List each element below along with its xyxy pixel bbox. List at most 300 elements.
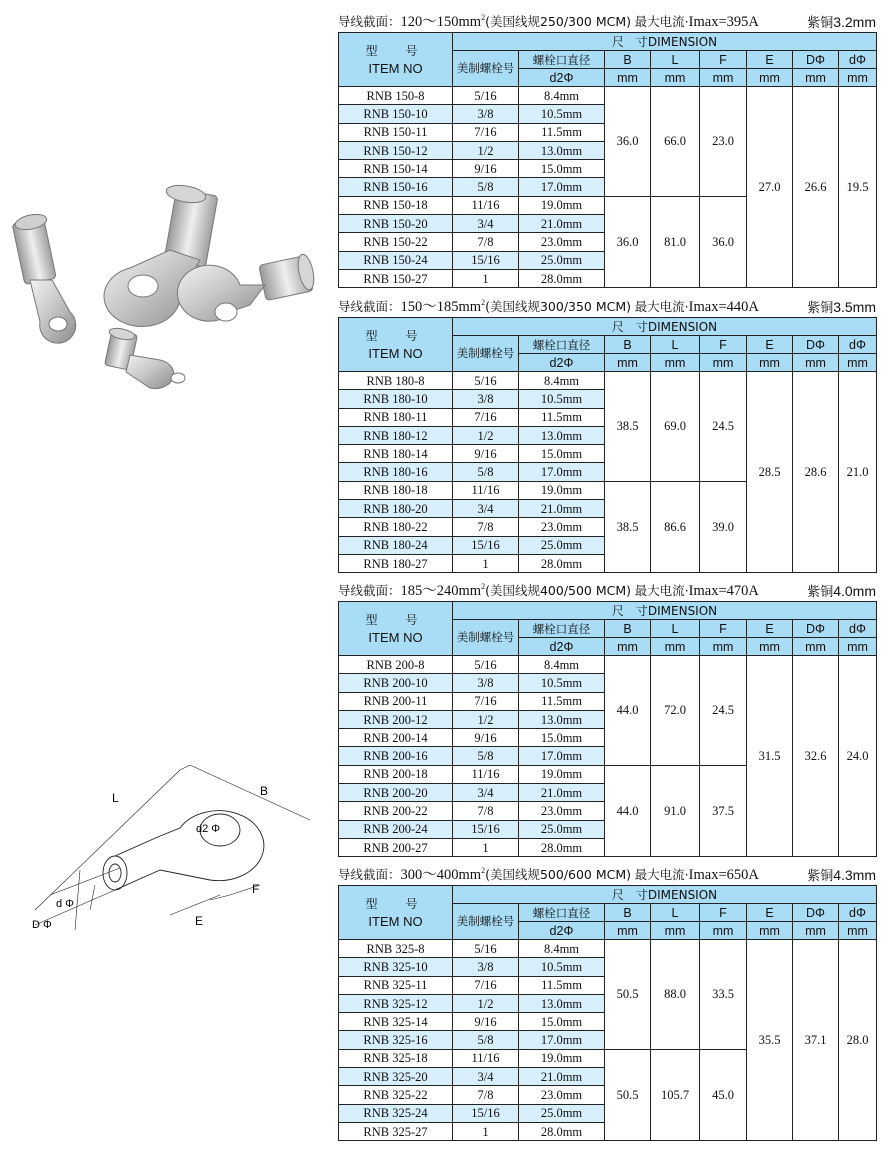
header-unit: mm bbox=[605, 638, 651, 656]
group1-F: 23.0 bbox=[700, 87, 747, 197]
us-bolt: 7/16 bbox=[453, 123, 519, 141]
title-range: 150～185mm bbox=[400, 299, 482, 315]
copper-thickness bbox=[807, 12, 876, 31]
header-unit: mm bbox=[793, 354, 839, 372]
header-bolt-hole: 螺栓口直径 bbox=[519, 336, 605, 354]
value-Dphi: 28.6 bbox=[793, 372, 839, 573]
bolt-hole: 28.0mm bbox=[519, 838, 605, 856]
title-sup: 2 bbox=[481, 298, 486, 308]
terminal-small-bottom bbox=[105, 326, 185, 388]
header-unit: mm bbox=[700, 69, 747, 87]
us-bolt: 1/2 bbox=[453, 710, 519, 728]
copper-value: 3.2mm bbox=[833, 14, 876, 30]
value-Dphi: 32.6 bbox=[793, 656, 839, 857]
us-bolt: 11/16 bbox=[453, 481, 519, 499]
diagram-label-d2: d2 Φ bbox=[196, 823, 221, 835]
title-imax: Imax=470A bbox=[688, 583, 759, 599]
group1-F: 24.5 bbox=[700, 656, 747, 766]
item-no: RNB 150-12 bbox=[339, 141, 453, 159]
header-F: F bbox=[700, 51, 747, 69]
header-row bbox=[339, 602, 877, 620]
item-no: RNB 150-20 bbox=[339, 215, 453, 233]
group2-B: 44.0 bbox=[605, 765, 651, 856]
spec-section bbox=[338, 290, 878, 573]
item-no: RNB 200-11 bbox=[339, 692, 453, 710]
spec-section bbox=[338, 5, 878, 288]
header-row bbox=[339, 886, 877, 904]
header-dphi: dΦ bbox=[839, 336, 877, 354]
group2-B: 38.5 bbox=[605, 481, 651, 572]
us-bolt: 7/16 bbox=[453, 408, 519, 426]
bolt-hole: 28.0mm bbox=[519, 1122, 605, 1140]
copper-label: 紫铜 bbox=[807, 301, 834, 316]
item-no: RNB 325-24 bbox=[339, 1104, 453, 1122]
item-no: RNB 200-16 bbox=[339, 747, 453, 765]
bolt-hole: 10.5mm bbox=[519, 674, 605, 692]
bolt-hole: 15.0mm bbox=[519, 445, 605, 463]
header-item: 型 号 ITEM NO bbox=[339, 318, 453, 372]
group2-L: 86.6 bbox=[651, 481, 700, 572]
bolt-hole: 28.0mm bbox=[519, 554, 605, 572]
group2-L: 105.7 bbox=[651, 1049, 700, 1140]
us-bolt: 11/16 bbox=[453, 765, 519, 783]
header-unit: mm bbox=[605, 69, 651, 87]
item-no: RNB 325-20 bbox=[339, 1068, 453, 1086]
header-bolt-hole: 螺栓口直径 bbox=[519, 904, 605, 922]
us-bolt: 3/4 bbox=[453, 215, 519, 233]
header-E: E bbox=[747, 51, 793, 69]
item-no: RNB 180-11 bbox=[339, 408, 453, 426]
header-L: L bbox=[651, 51, 700, 69]
bolt-hole: 25.0mm bbox=[519, 1104, 605, 1122]
title-range: 120～150mm bbox=[400, 14, 482, 30]
group2-F: 39.0 bbox=[700, 481, 747, 572]
item-no: RNB 325-18 bbox=[339, 1049, 453, 1067]
header-d2: d2Φ bbox=[519, 922, 605, 940]
us-bolt: 3/4 bbox=[453, 784, 519, 802]
spec-section bbox=[338, 858, 878, 1141]
header-us-bolt: 美制螺栓号 bbox=[453, 336, 519, 372]
title-current-label: 最大电流· bbox=[634, 14, 689, 29]
table-row bbox=[339, 372, 877, 390]
group1-F: 24.5 bbox=[700, 372, 747, 482]
us-bolt: 7/8 bbox=[453, 1086, 519, 1104]
group1-B: 36.0 bbox=[605, 87, 651, 197]
spec-section bbox=[338, 574, 878, 857]
diagram-label-E: E bbox=[195, 914, 204, 928]
section-header bbox=[338, 5, 878, 32]
header-us-bolt: 美制螺栓号 bbox=[453, 904, 519, 940]
diagram-label-L: L bbox=[112, 791, 119, 805]
us-bolt: 5/8 bbox=[453, 178, 519, 196]
title-awg: (美国线规300/350 MCM) bbox=[485, 299, 632, 314]
group1-L: 66.0 bbox=[651, 87, 700, 197]
group1-L: 69.0 bbox=[651, 372, 700, 482]
section-header bbox=[338, 858, 878, 885]
bolt-hole: 8.4mm bbox=[519, 656, 605, 674]
item-no: RNB 180-8 bbox=[339, 372, 453, 390]
bolt-hole: 8.4mm bbox=[519, 372, 605, 390]
title-current-label: 最大电流· bbox=[634, 867, 689, 882]
item-no: RNB 325-27 bbox=[339, 1122, 453, 1140]
bolt-hole: 19.0mm bbox=[519, 196, 605, 214]
header-unit: mm bbox=[747, 922, 793, 940]
us-bolt: 5/16 bbox=[453, 656, 519, 674]
bolt-hole: 8.4mm bbox=[519, 940, 605, 958]
bolt-hole: 10.5mm bbox=[519, 390, 605, 408]
copper-label: 紫铜 bbox=[807, 869, 834, 884]
us-bolt: 7/16 bbox=[453, 692, 519, 710]
bolt-hole: 13.0mm bbox=[519, 710, 605, 728]
terminal-small-left bbox=[12, 212, 76, 343]
group1-B: 38.5 bbox=[605, 372, 651, 482]
value-dphi: 21.0 bbox=[839, 372, 877, 573]
header-unit: mm bbox=[700, 354, 747, 372]
title-sup: 2 bbox=[481, 582, 486, 592]
header-item: 型 号 ITEM NO bbox=[339, 602, 453, 656]
bolt-hole: 10.5mm bbox=[519, 105, 605, 123]
header-unit: mm bbox=[651, 69, 700, 87]
us-bolt: 7/16 bbox=[453, 976, 519, 994]
us-bolt: 3/8 bbox=[453, 390, 519, 408]
header-B: B bbox=[605, 51, 651, 69]
header-dimension: 尺 寸DIMENSION bbox=[453, 33, 877, 51]
value-Dphi: 37.1 bbox=[793, 940, 839, 1141]
header-row bbox=[339, 33, 877, 51]
dimension-diagram bbox=[20, 750, 320, 950]
section-header bbox=[338, 290, 878, 317]
us-bolt: 1 bbox=[453, 554, 519, 572]
item-no: RNB 200-18 bbox=[339, 765, 453, 783]
item-no: RNB 325-16 bbox=[339, 1031, 453, 1049]
header-unit: mm bbox=[700, 638, 747, 656]
group2-L: 91.0 bbox=[651, 765, 700, 856]
us-bolt: 9/16 bbox=[453, 1013, 519, 1031]
us-bolt: 1 bbox=[453, 838, 519, 856]
header-Dphi: DΦ bbox=[793, 336, 839, 354]
group2-L: 81.0 bbox=[651, 196, 700, 287]
header-us-bolt: 美制螺栓号 bbox=[453, 51, 519, 87]
us-bolt: 5/16 bbox=[453, 87, 519, 105]
header-B: B bbox=[605, 620, 651, 638]
copper-value: 4.3mm bbox=[833, 867, 876, 883]
header-unit: mm bbox=[793, 922, 839, 940]
spec-table bbox=[338, 32, 877, 288]
title-label: 导线截面： bbox=[338, 867, 401, 882]
header-dimension: 尺 寸DIMENSION bbox=[453, 602, 877, 620]
header-Dphi: DΦ bbox=[793, 51, 839, 69]
header-item: 型 号 ITEM NO bbox=[339, 33, 453, 87]
item-no: RNB 150-22 bbox=[339, 233, 453, 251]
bolt-hole: 25.0mm bbox=[519, 251, 605, 269]
us-bolt: 15/16 bbox=[453, 251, 519, 269]
header-unit: mm bbox=[651, 922, 700, 940]
bolt-hole: 21.0mm bbox=[519, 215, 605, 233]
item-no: RNB 200-20 bbox=[339, 784, 453, 802]
title-range: 185～240mm bbox=[400, 583, 482, 599]
title-imax: Imax=395A bbox=[688, 14, 759, 30]
header-dimension: 尺 寸DIMENSION bbox=[453, 318, 877, 336]
bolt-hole: 21.0mm bbox=[519, 784, 605, 802]
header-L: L bbox=[651, 904, 700, 922]
header-d2: d2Φ bbox=[519, 354, 605, 372]
item-no: RNB 325-10 bbox=[339, 958, 453, 976]
bolt-hole: 19.0mm bbox=[519, 1049, 605, 1067]
value-E: 31.5 bbox=[747, 656, 793, 857]
item-no: RNB 200-24 bbox=[339, 820, 453, 838]
copper-thickness bbox=[807, 581, 876, 600]
title-range: 300～400mm bbox=[400, 867, 482, 883]
copper-value: 3.5mm bbox=[833, 299, 876, 315]
header-unit: mm bbox=[793, 69, 839, 87]
section-header bbox=[338, 574, 878, 601]
item-no: RNB 150-8 bbox=[339, 87, 453, 105]
spec-table bbox=[338, 601, 877, 857]
bolt-hole: 21.0mm bbox=[519, 500, 605, 518]
us-bolt: 3/8 bbox=[453, 674, 519, 692]
bolt-hole: 11.5mm bbox=[519, 123, 605, 141]
header-dphi: dΦ bbox=[839, 904, 877, 922]
group1-F: 33.5 bbox=[700, 940, 747, 1050]
spec-table bbox=[338, 317, 877, 573]
bolt-hole: 13.0mm bbox=[519, 994, 605, 1012]
item-no: RNB 150-18 bbox=[339, 196, 453, 214]
group1-L: 72.0 bbox=[651, 656, 700, 766]
item-no: RNB 200-8 bbox=[339, 656, 453, 674]
bolt-hole: 23.0mm bbox=[519, 802, 605, 820]
title-sup: 2 bbox=[481, 13, 486, 23]
item-no: RNB 325-22 bbox=[339, 1086, 453, 1104]
product-photo bbox=[0, 150, 330, 400]
header-F: F bbox=[700, 620, 747, 638]
bolt-hole: 11.5mm bbox=[519, 408, 605, 426]
header-B: B bbox=[605, 904, 651, 922]
header-Dphi: DΦ bbox=[793, 620, 839, 638]
header-E: E bbox=[747, 336, 793, 354]
table-row bbox=[339, 940, 877, 958]
item-no: RNB 180-24 bbox=[339, 536, 453, 554]
us-bolt: 7/8 bbox=[453, 802, 519, 820]
item-no: RNB 180-16 bbox=[339, 463, 453, 481]
bolt-hole: 23.0mm bbox=[519, 233, 605, 251]
header-item: 型 号 ITEM NO bbox=[339, 886, 453, 940]
section-title bbox=[338, 863, 759, 884]
header-E: E bbox=[747, 904, 793, 922]
us-bolt: 15/16 bbox=[453, 536, 519, 554]
bolt-hole: 21.0mm bbox=[519, 1068, 605, 1086]
title-current-label: 最大电流· bbox=[634, 583, 689, 598]
value-Dphi: 26.6 bbox=[793, 87, 839, 288]
value-E: 35.5 bbox=[747, 940, 793, 1141]
header-unit: mm bbox=[839, 638, 877, 656]
us-bolt: 3/4 bbox=[453, 1068, 519, 1086]
bolt-hole: 10.5mm bbox=[519, 958, 605, 976]
header-F: F bbox=[700, 904, 747, 922]
us-bolt: 9/16 bbox=[453, 160, 519, 178]
us-bolt: 9/16 bbox=[453, 729, 519, 747]
diagram-label-F: F bbox=[252, 882, 260, 896]
us-bolt: 1/2 bbox=[453, 141, 519, 159]
header-unit: mm bbox=[839, 69, 877, 87]
title-awg: (美国线规500/600 MCM) bbox=[485, 867, 632, 882]
bolt-hole: 8.4mm bbox=[519, 87, 605, 105]
bolt-hole: 28.0mm bbox=[519, 269, 605, 287]
item-no: RNB 325-14 bbox=[339, 1013, 453, 1031]
item-no: RNB 200-27 bbox=[339, 838, 453, 856]
us-bolt: 1 bbox=[453, 1122, 519, 1140]
us-bolt: 11/16 bbox=[453, 1049, 519, 1067]
copper-thickness bbox=[807, 865, 876, 884]
item-no: RNB 180-10 bbox=[339, 390, 453, 408]
item-no: RNB 180-27 bbox=[339, 554, 453, 572]
header-unit: mm bbox=[793, 638, 839, 656]
bolt-hole: 23.0mm bbox=[519, 518, 605, 536]
us-bolt: 5/8 bbox=[453, 1031, 519, 1049]
bolt-hole: 13.0mm bbox=[519, 426, 605, 444]
bolt-hole: 25.0mm bbox=[519, 820, 605, 838]
copper-value: 4.0mm bbox=[833, 583, 876, 599]
header-Dphi: DΦ bbox=[793, 904, 839, 922]
title-label: 导线截面： bbox=[338, 299, 401, 314]
copper-label: 紫铜 bbox=[807, 16, 834, 31]
header-L: L bbox=[651, 336, 700, 354]
title-imax: Imax=440A bbox=[688, 299, 759, 315]
item-no: RNB 150-16 bbox=[339, 178, 453, 196]
title-current-label: 最大电流· bbox=[634, 299, 689, 314]
bolt-hole: 15.0mm bbox=[519, 1013, 605, 1031]
group1-B: 50.5 bbox=[605, 940, 651, 1050]
header-unit: mm bbox=[605, 922, 651, 940]
diagram-label-d: d Φ bbox=[56, 898, 74, 910]
header-unit: mm bbox=[839, 922, 877, 940]
us-bolt: 5/16 bbox=[453, 940, 519, 958]
section-title bbox=[338, 10, 759, 31]
title-label: 导线截面： bbox=[338, 583, 401, 598]
header-row bbox=[339, 318, 877, 336]
bolt-hole: 17.0mm bbox=[519, 178, 605, 196]
title-awg: (美国线规400/500 MCM) bbox=[485, 583, 632, 598]
item-no: RNB 150-14 bbox=[339, 160, 453, 178]
bolt-hole: 23.0mm bbox=[519, 1086, 605, 1104]
us-bolt: 15/16 bbox=[453, 820, 519, 838]
diagram-label-D: D Φ bbox=[32, 919, 52, 931]
header-bolt-hole: 螺栓口直径 bbox=[519, 51, 605, 69]
bolt-hole: 17.0mm bbox=[519, 463, 605, 481]
bolt-hole: 25.0mm bbox=[519, 536, 605, 554]
item-no: RNB 180-22 bbox=[339, 518, 453, 536]
us-bolt: 1/2 bbox=[453, 426, 519, 444]
item-no: RNB 180-20 bbox=[339, 500, 453, 518]
bolt-hole: 15.0mm bbox=[519, 160, 605, 178]
header-dphi: dΦ bbox=[839, 620, 877, 638]
header-unit: mm bbox=[651, 638, 700, 656]
header-unit: mm bbox=[605, 354, 651, 372]
us-bolt: 1 bbox=[453, 269, 519, 287]
us-bolt: 1/2 bbox=[453, 994, 519, 1012]
item-no: RNB 150-27 bbox=[339, 269, 453, 287]
title-awg: (美国线规250/300 MCM) bbox=[485, 14, 632, 29]
header-unit: mm bbox=[651, 354, 700, 372]
header-F: F bbox=[700, 336, 747, 354]
item-no: RNB 325-8 bbox=[339, 940, 453, 958]
group2-F: 37.5 bbox=[700, 765, 747, 856]
group1-L: 88.0 bbox=[651, 940, 700, 1050]
copper-thickness bbox=[807, 297, 876, 316]
header-L: L bbox=[651, 620, 700, 638]
bolt-hole: 19.0mm bbox=[519, 481, 605, 499]
us-bolt: 9/16 bbox=[453, 445, 519, 463]
header-E: E bbox=[747, 620, 793, 638]
bolt-hole: 15.0mm bbox=[519, 729, 605, 747]
group1-B: 44.0 bbox=[605, 656, 651, 766]
section-title bbox=[338, 579, 759, 600]
header-unit: mm bbox=[747, 638, 793, 656]
us-bolt: 15/16 bbox=[453, 1104, 519, 1122]
section-title bbox=[338, 295, 759, 316]
us-bolt: 7/8 bbox=[453, 518, 519, 536]
group2-B: 36.0 bbox=[605, 196, 651, 287]
bolt-hole: 17.0mm bbox=[519, 747, 605, 765]
value-E: 28.5 bbox=[747, 372, 793, 573]
table-row bbox=[339, 656, 877, 674]
header-unit: mm bbox=[747, 354, 793, 372]
value-E: 27.0 bbox=[747, 87, 793, 288]
item-no: RNB 150-10 bbox=[339, 105, 453, 123]
bolt-hole: 17.0mm bbox=[519, 1031, 605, 1049]
bolt-hole: 11.5mm bbox=[519, 692, 605, 710]
item-no: RNB 180-12 bbox=[339, 426, 453, 444]
title-label: 导线截面： bbox=[338, 14, 401, 29]
us-bolt: 11/16 bbox=[453, 196, 519, 214]
value-dphi: 24.0 bbox=[839, 656, 877, 857]
bolt-hole: 19.0mm bbox=[519, 765, 605, 783]
header-d2: d2Φ bbox=[519, 638, 605, 656]
item-no: RNB 325-12 bbox=[339, 994, 453, 1012]
header-us-bolt: 美制螺栓号 bbox=[453, 620, 519, 656]
item-no: RNB 200-10 bbox=[339, 674, 453, 692]
header-unit: mm bbox=[747, 69, 793, 87]
group2-F: 45.0 bbox=[700, 1049, 747, 1140]
group2-B: 50.5 bbox=[605, 1049, 651, 1140]
us-bolt: 3/8 bbox=[453, 105, 519, 123]
item-no: RNB 150-24 bbox=[339, 251, 453, 269]
header-bolt-hole: 螺栓口直径 bbox=[519, 620, 605, 638]
table-row bbox=[339, 87, 877, 105]
diagram-label-B: B bbox=[260, 784, 269, 798]
value-dphi: 19.5 bbox=[839, 87, 877, 288]
header-unit: mm bbox=[700, 922, 747, 940]
header-unit: mm bbox=[839, 354, 877, 372]
us-bolt: 3/8 bbox=[453, 958, 519, 976]
value-dphi: 28.0 bbox=[839, 940, 877, 1141]
item-no: RNB 200-22 bbox=[339, 802, 453, 820]
us-bolt: 5/8 bbox=[453, 463, 519, 481]
item-no: RNB 325-11 bbox=[339, 976, 453, 994]
us-bolt: 5/16 bbox=[453, 372, 519, 390]
item-no: RNB 200-12 bbox=[339, 710, 453, 728]
item-no: RNB 200-14 bbox=[339, 729, 453, 747]
title-imax: Imax=650A bbox=[688, 867, 759, 883]
bolt-hole: 13.0mm bbox=[519, 141, 605, 159]
item-no: RNB 150-11 bbox=[339, 123, 453, 141]
header-dphi: dΦ bbox=[839, 51, 877, 69]
title-sup: 2 bbox=[481, 866, 486, 876]
us-bolt: 3/4 bbox=[453, 500, 519, 518]
spec-table bbox=[338, 885, 877, 1141]
copper-label: 紫铜 bbox=[807, 585, 834, 600]
group2-F: 36.0 bbox=[700, 196, 747, 287]
header-B: B bbox=[605, 336, 651, 354]
